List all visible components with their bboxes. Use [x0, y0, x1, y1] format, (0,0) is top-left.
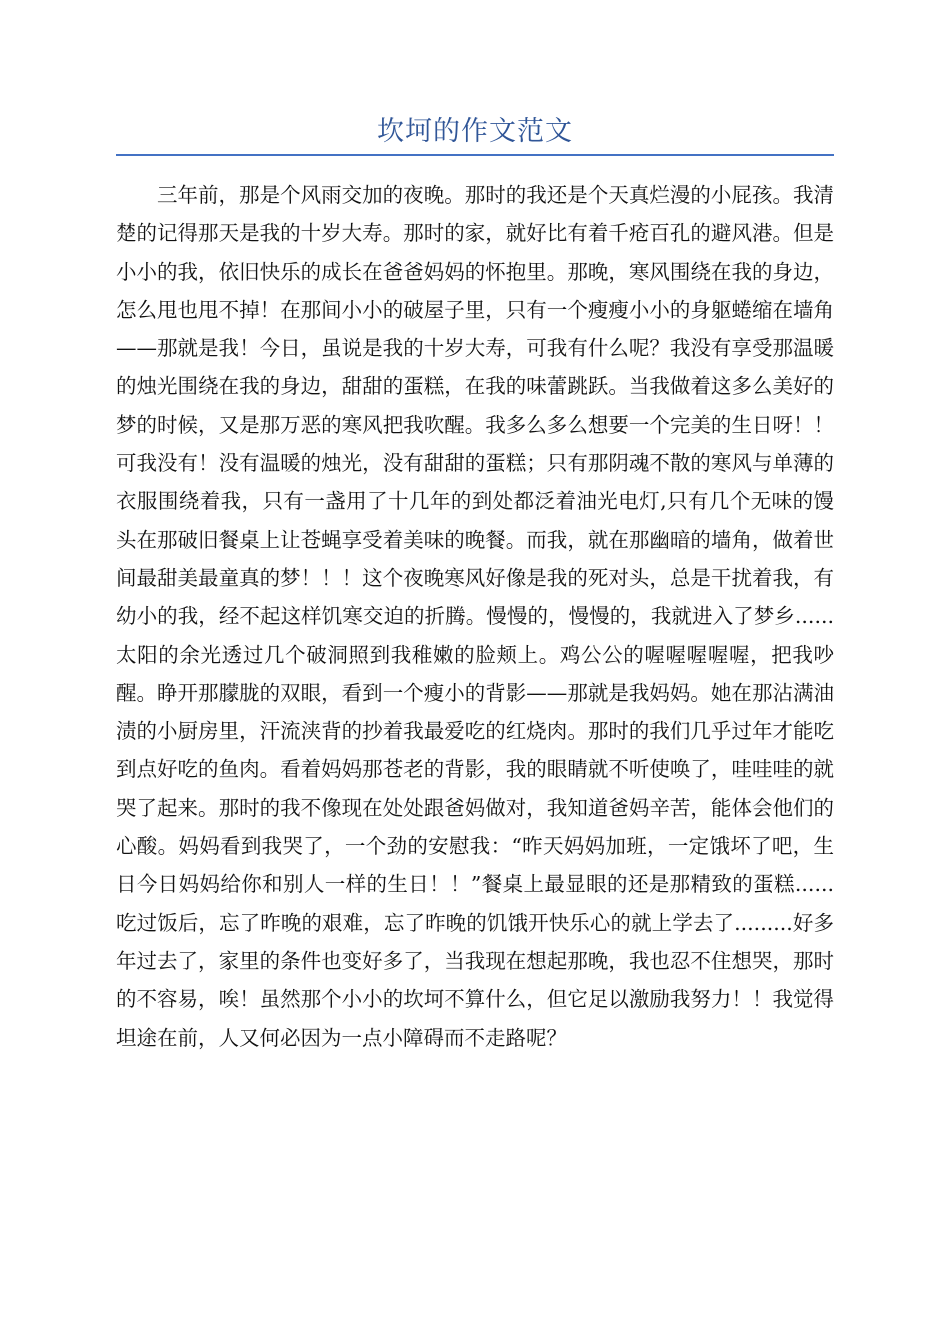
title-underline [116, 154, 834, 156]
essay-paragraph: 三年前，那是个风雨交加的夜晚。那时的我还是个天真烂漫的小屁孩。我清楚的记得那天是我的十岁大寿。那时的家，就好比有着千疮百孔的避风港。但是小小的我，依旧快乐的成长在爸爸妈妈的怀抱里。那晚，寒风围绕在我的身边，怎么甩也甩不掉！在那间小小的破屋子里，只有一个瘦瘦小小的身躯蜷缩在墙角——那就是我！今日，虽说是我的十岁大寿，可我有什么呢？我没有享受那温暖的烛光围绕在我的身边，甜甜的蛋糕，在我的味蕾跳跃。当我做着这多么美好的梦的时候，又是那万恶的寒风把我吹醒。我多么多么想要一个完美的生日呀！！可我没有！没有温暖的烛光，没有甜甜的蛋糕；只有那阴魂不散的寒风与单薄的衣服围绕着我，只有一盏用了十几年的到处都泛着油光电灯,只有几个无味的馒头在那破旧餐桌上让苍蝇享受着美味的晚餐。而我，就在那幽暗的墙角，做着世间最甜美最童真的梦！！！这个夜晚寒风好像是我的死对头，总是干扰着我，有幼小的我，经不起这样饥寒交迫的折腾。慢慢的，慢慢的，我就进入了梦乡......太阳的余光透过几个破洞照到我稚嫩的脸颊上。鸡公公的喔喔喔喔喔，把我吵醒。睁开那朦胧的双眼，看到一个瘦小的背影——那就是我妈妈。她在那沾满油渍的小厨房里，汗流浃背的抄着我最爱吃的红烧肉。那时的我们几乎过年才能吃到点好吃的鱼肉。看着妈妈那苍老的背影，我的眼睛就不听使唤了，哇哇哇的就哭了起来。那时的我不像现在处处跟爸妈做对，我知道爸妈辛苦，能体会他们的心酸。妈妈看到我哭了，一个劲的安慰我：“昨天妈妈加班，一定饿坏了吧，生日今日妈妈给你和别人一样的生日！！”餐桌上最显眼的还是那精致的蛋糕......吃过饭后，忘了昨晚的艰难，忘了昨晚的饥饿开快乐心的就上学去了.........好多年过去了，家里的条件也变好多了，当我现在想起那晚，我也忍不住想哭，那时的不容易，唉！虽然那个小小的坎坷不算什么，但它足以激励我努力！！我觉得坦途在前，人又何必因为一点小障碍而不走路呢？ [116, 183, 834, 1050]
document-title: 坎坷的作文范文 [377, 116, 573, 147]
